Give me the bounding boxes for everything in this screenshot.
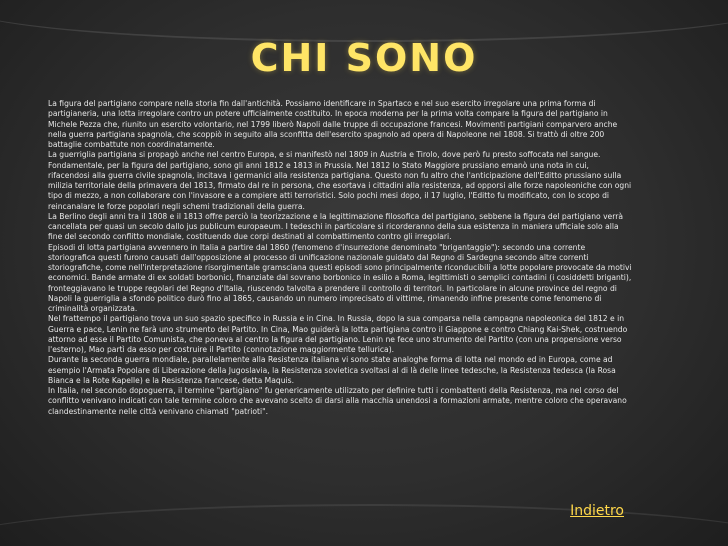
paragraph: Durante la seconda guerra mondiale, parallelamente alla Resistenza italiana vi sono state analoghe forma di lotta nel mondo ed in Europa, come ad esempio l'Armata Popolare di Liberazione della Jugoslavia, la Resistenza sovietica svoltasi al di là delle linee tedesche, la Resistenza tedesca (la Rosa Bianca e la Rote Kapelle) e la Resistenza francese, detta Maquis. bbox=[48, 355, 616, 385]
paragraph: In Italia, nel secondo dopoguerra, il termine "partigiano" fu genericamente utilizzato per definire tutti i combattenti della Resistenza, ma nel corso del conflitto venivano indicati con tale termine coloro che avevano scelto di darsi alla macchia unendosi a formazioni armate, mentre coloro che operavano clandestinamente nelle città venivano chiamati "patrioti". bbox=[48, 386, 627, 416]
paragraph: La Berlino degli anni tra il 1808 e il 1813 offre perciò la teorizzazione e la legittimazione filosofica del partigiano, sebbene la figura del partigiano verrà cancellata per quasi un secolo dallo jus publicum europaeum. I tedeschi in particolare si ricorderanno della sua esistenza in maniera ufficiale solo alla fine del secondo conflitto mondiale, costituendo due corpi destinati al combattimento contro gli irregolari. bbox=[48, 211, 623, 242]
paragraph: La guerriglia partigiana si propagò anche nel centro Europa, e si manifestò nel 1809 in Austria e Tirolo, dove però fu presto soffocata nel sangue. bbox=[48, 150, 601, 160]
paragraph: Fondamentale, per la figura del partigiano, sono gli anni 1812 e 1813 in Prussia. Nel 1812 lo Stato Maggiore prussiano emanò una nota in cui, rifacendosi alla guerra civile spagnola, incitava i germanici alla resistenza partigiana. Questo non fu altro che l'anticipazione dell'Editto prussiano sulla milizia territoriale della primavera del 1813, firmato dal re in persona, che esortava i cittadini alla resistenza, ad opporsi alle forze napoleoniche con ogni tipo di mezzo, a non collaborare con l'invasore e a compiere atti terroristici. Solo pochi mesi dopo, il 17 luglio, l'Editto fu modificato, con lo scopo di reincanalare le forze popolari negli schemi tradizionali della guerra. bbox=[48, 160, 632, 211]
slide-body bbox=[48, 99, 632, 417]
paragraph: Episodi di lotta partigiana avvennero in Italia a partire dal 1860 (fenomeno d'insurrezione denominato "brigantaggio"): secondo una corrente storiografica questi furono causati dall'opposizione al processo di unificazione nazionale guidato dal Regno di Sardegna secondo altre correnti storiografiche, come nell'interpretazione risorgimentale gramsciana questi episodi sono principalmente riconducibili a lotte popolare provocate da motivi economici. Bande armate di ex soldati borbonici, finanziate dal sovrano borbonico in esilio a Roma, legittimisti o semplici contadini (i cosiddetti briganti), fronteggiavano le truppe regolari del Regno d'Italia, riuscendo talvolta a prendere il controllo di territori. In particolare in alcune province del regno di Napoli la guerriglia a sfondo politico durò fino al 1865, causando un numero imprecisato di vittime, rimanendo infine presente come fenomeno di criminalità organizzata. bbox=[48, 242, 632, 313]
paragraph: Nel frattempo il partigiano trova un suo spazio specifico in Russia e in Cina. In Russia, dopo la sua comparsa nella campagna napoleonica del 1812 e in Guerra e pace, Lenin ne farà uno strumento del Partito. In Cina, Mao guiderà la lotta partigiana contro il Giappone e contro Chiang Kai-Shek, costruendo attorno ad esse il Partito Comunista, che poneva al centro la figura del partigiano. Lenin ne fece uno strumento del Partito (con una propensione verso l'esterno), Mao partì da esso per costruire il Partito (connotazione maggiormente tellurica). bbox=[48, 314, 628, 354]
paragraph: La figura del partigiano compare nella storia fin dall'antichità. Possiamo identificare in Spartaco e nel suo esercito irregolare una prima forma di partigianeria, una lotta irregolare contro un potere ufficialmente costituito. In epoca moderna per la prima volta compare la figura del partigiano in Michele Pezza che, riunito un esercito volontario, nel 1799 liberò Napoli dalle truppe di occupazione francesi. Movimenti partigiani comparvero anche nella guerra partigiana spagnola, che scoppiò in seguito alla sconfitta dell'esercito spagnolo ad opera di Napoleone nel 1808. Si trattò di oltre 200 battaglie combattute non coordinatamente. bbox=[48, 99, 618, 149]
back-link[interactable]: Indietro bbox=[570, 503, 624, 519]
slide-title: CHI SONO bbox=[250, 36, 478, 80]
